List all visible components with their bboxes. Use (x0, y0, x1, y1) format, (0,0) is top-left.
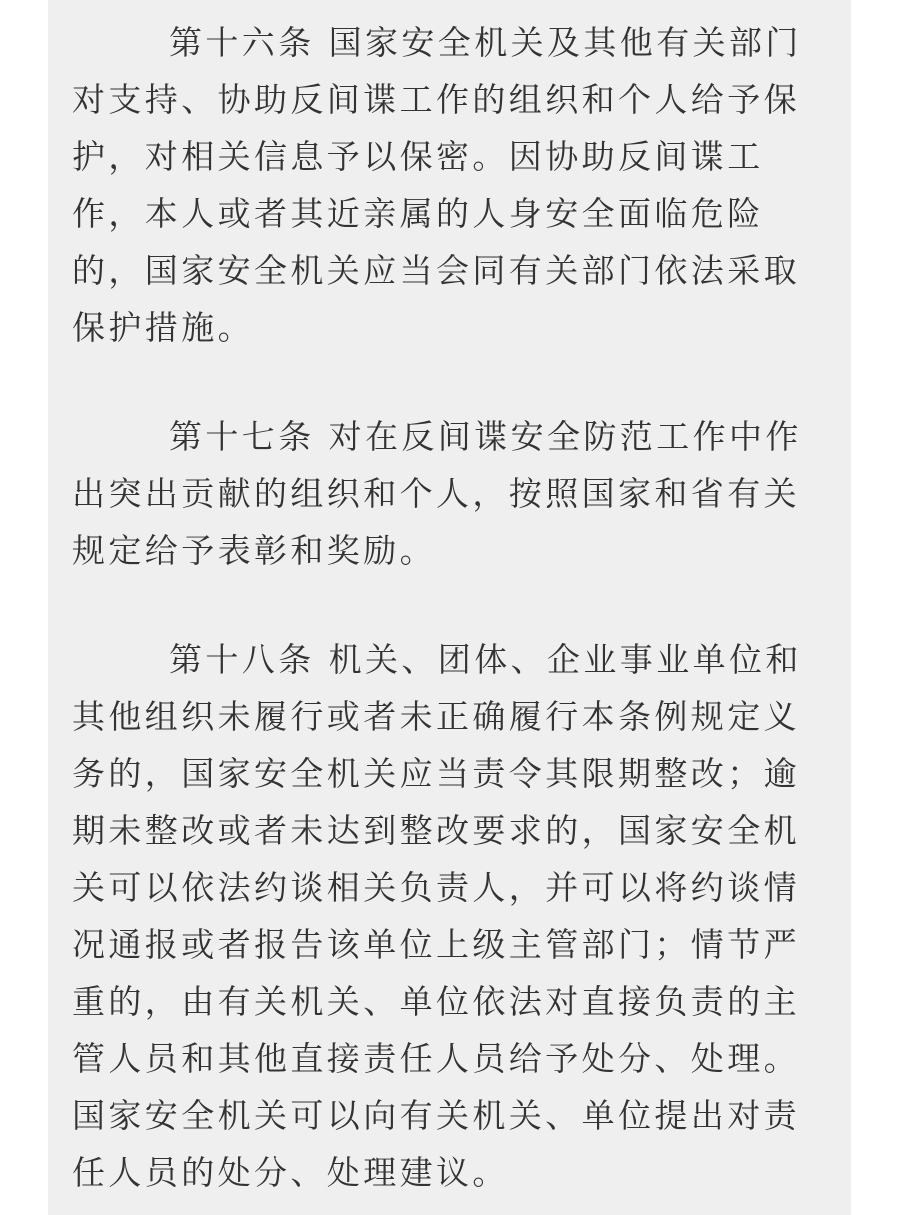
article-17 (72, 408, 832, 579)
article-16 (72, 14, 832, 356)
article-18-body: 机关、团体、企业事业单位和其他组织未履行或者未正确履行本条例规定义务的，国家安全机关应当责令其限期整改；逾期未整改或者未达到整改要求的，国家安全机关可以依法约谈相关负责人，并可以将约谈情况通报或者报告该单位上级主管部门；情节严重的，由有关机关、单位依法对直接负责的主管人员和其他直接责任人员给予处分、处理。国家安全机关可以向有关机关、单位提出对责任人员的处分、处理建议。 (72, 640, 802, 1192)
article-17-heading: 第十七条 (169, 417, 315, 456)
article-18 (72, 631, 832, 1201)
article-16-heading: 第十六条 (169, 23, 315, 62)
article-18-heading: 第十八条 (169, 640, 315, 679)
article-16-body: 国家安全机关及其他有关部门对支持、协助反间谍工作的组织和个人给予保护，对相关信息予以保密。因协助反间谍工作，本人或者其近亲属的人身安全面临危险的，国家安全机关应当会同有关部门依法采取保护措施。 (72, 23, 802, 347)
document-page (48, 0, 851, 1215)
article-17-body: 对在反间谍安全防范工作中作出突出贡献的组织和个人，按照国家和省有关规定给予表彰和奖励。 (72, 417, 802, 570)
